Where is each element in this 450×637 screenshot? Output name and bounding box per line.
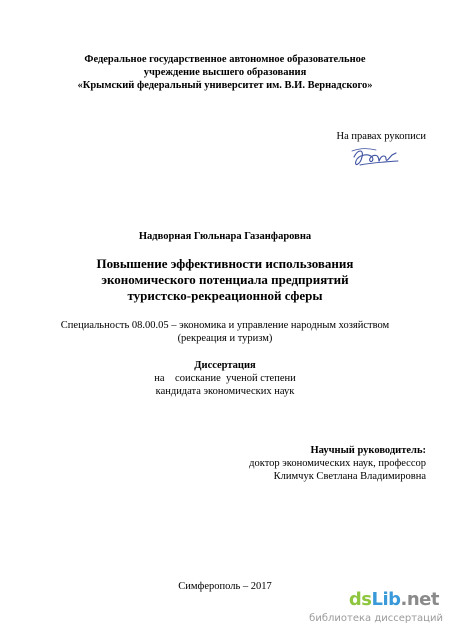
- supervisor-degree: доктор экономических наук, профессор: [249, 458, 426, 469]
- author-name: Надворная Гюльнара Газанфаровна: [138, 231, 312, 242]
- organization-header: [0, 53, 450, 92]
- supervisor-heading: Научный руководитель:: [310, 445, 426, 456]
- manuscript-note: На правах рукописи: [336, 131, 426, 142]
- logo-lib: Lib: [371, 589, 401, 610]
- specialty-line-2: (рекреация и туризм): [177, 333, 273, 344]
- watermark-subtitle: библиотека диссертаций: [309, 613, 443, 624]
- city-year: Симферополь – 2017: [178, 581, 272, 592]
- supervisor-name: Климчук Светлана Владимировна: [273, 471, 426, 482]
- degree-line-1: на соискание ученой степени: [154, 373, 296, 384]
- logo-ds: ds: [348, 589, 372, 610]
- dissertation-degree: [0, 359, 450, 398]
- organization-line-2: учреждение высшего образования: [143, 67, 307, 78]
- specialty-line-1: Специальность 08.00.05 – экономика и управление народным хозяйством: [60, 320, 390, 331]
- dissertation-heading: Диссертация: [194, 360, 256, 371]
- dissertation-title: [0, 256, 450, 304]
- dslib-watermark[interactable]: [309, 589, 447, 629]
- organization-line-1: Федеральное государственное автономное образовательное: [84, 54, 366, 65]
- organization-line-3: «Крымский федеральный университет им. В.И. Вернадского»: [77, 80, 373, 91]
- logo-net: .net: [400, 589, 439, 610]
- title-line-2: экономического потенциала предприятий: [101, 272, 349, 287]
- specialty: [0, 319, 450, 345]
- title-line-1: Повышение эффективности использования: [96, 256, 354, 271]
- signature-icon: [350, 145, 402, 171]
- degree-line-2: кандидата экономических наук: [155, 386, 295, 397]
- supervisor-block: [249, 444, 426, 483]
- title-line-3: туристско-рекреационной сферы: [127, 288, 323, 303]
- dslib-logo[interactable]: [349, 589, 439, 610]
